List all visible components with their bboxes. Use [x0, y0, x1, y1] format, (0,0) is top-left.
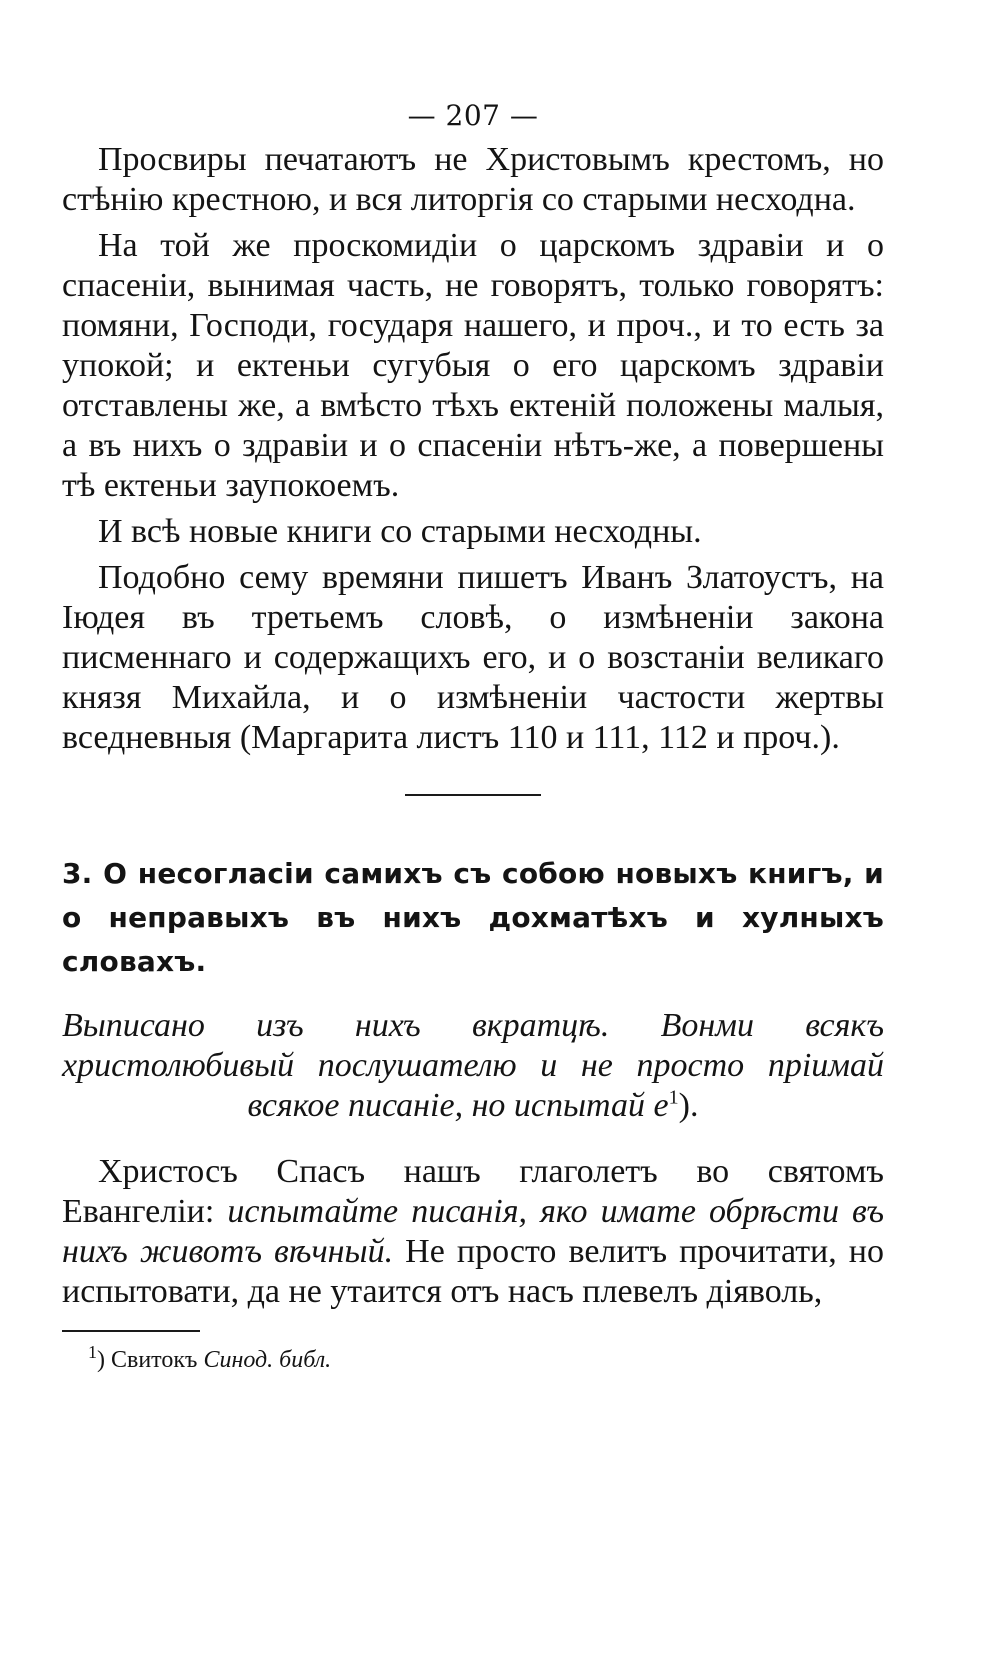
footnote-source: Синод. библ. — [203, 1347, 332, 1373]
footnote — [62, 1344, 884, 1376]
footnote-rule — [62, 1330, 200, 1332]
paragraph-prosviry: Просвиры печатаютъ не Христовымъ крестомъ, но стѣнiю крестною, и вся литоргiя со старыми несходна. — [62, 141, 884, 218]
epigraph — [62, 1006, 884, 1126]
paragraph-zlatoust: Подобно сему времяни пишетъ Иванъ Златоустъ, на Iюдея въ третьемъ словѣ, о измѣненiи закона писменнаго и содержащихъ его, и о возстанiи великаго князя Михайла, и о измѣненiи частости жертвы вседневныя (Маргарита листъ 110 и 111, 112 и проч.). — [62, 559, 884, 756]
paragraph-new-books: И всѣ новые книги со старыми несходны. — [98, 513, 702, 550]
top-text-block — [62, 140, 884, 758]
footnote-reference: 1 — [668, 1086, 679, 1109]
page-number: — 207 — — [407, 99, 539, 132]
footnote-paren: ) — [97, 1347, 105, 1373]
paragraph-christ-part1: Христосъ Спасъ нашъ глаголетъ во святомъ Евангелiи: — [62, 1153, 884, 1230]
epigraph-text: Выписано изъ нихъ вкратцѣ. Вонми всякъ христолюбивый послушателю и не просто прiимай всякое писанiе, но испытай е — [62, 1007, 884, 1124]
section-separator-rule — [405, 794, 541, 796]
footnote-text: Свитокъ — [105, 1347, 204, 1373]
footnote-mark: 1 — [88, 1342, 97, 1362]
section-heading: 3. О несогласiи самихъ съ собою новыхъ книгъ, и о неправыхъ въ нихъ дохматѣхъ и хулныхъ словахъ. — [62, 857, 884, 978]
paragraph-christ-gospel — [62, 1152, 884, 1312]
page-content — [62, 98, 884, 1376]
paragraph-proskomidia: На той же проскомидiи о царскомъ здравiи и о спасенiи, вынимая часть, не говорятъ, только говорятъ: помяни, Господи, государя нашего, и проч., и то есть за упокой; и ектеньи сугубыя о его царскомъ здравiи отставлены же, а вмѣсто тѣхъ ектенiй положены малыя, а въ нихъ о здравiи и о спасенiи нѣтъ-же, а повершены тѣ ектеньи заупокоемъ. — [62, 227, 884, 504]
gospel-quote: испытайте писанiя, яко имате обрѣсти въ нихъ животъ вѣчный. — [62, 1193, 885, 1270]
paragraph-christ-part2: Не просто велитъ прочитати, но испытовати, да не утаится отъ насъ плевелъ дiяволь, — [62, 1233, 885, 1310]
epigraph-closing: ). — [678, 1087, 699, 1124]
